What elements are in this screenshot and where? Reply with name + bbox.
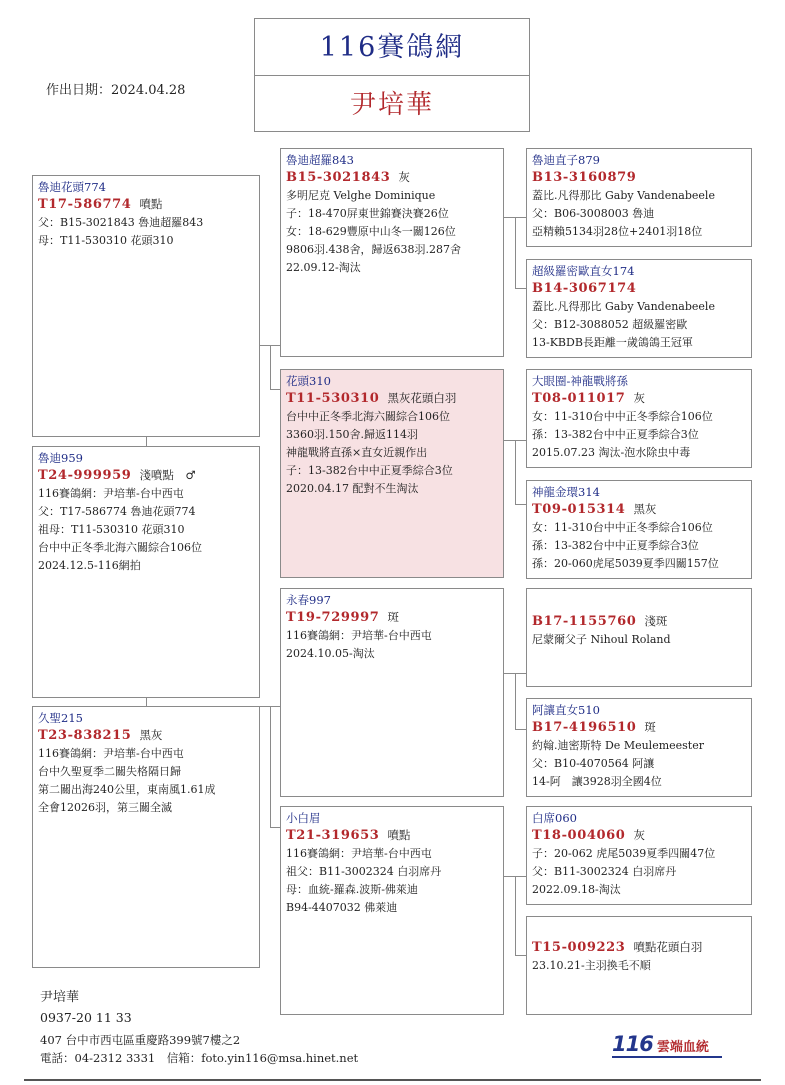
bird-name: 小白眉 [286,811,321,825]
bird-color: 斑 [644,720,656,734]
site-title: 116賽鴿網 [255,19,529,76]
info-line: 2022.09.18-淘汰 [532,883,621,896]
logo-underline [612,1056,722,1058]
ring-number: B14-3067174 [532,281,637,296]
subject-card [32,446,260,698]
logo-text: 雲端血統 [656,1040,709,1055]
bird-name: 魯迪直子879 [532,153,600,167]
ss-sire-card [526,148,752,247]
info-line: 女：11-310台中中正冬季綜合106位 [532,521,713,534]
contact-name: 尹培華 [40,990,80,1005]
info-line: 13-KBDB長距離一歲鴿鴿王冠軍 [532,336,693,349]
bird-name: 永春997 [286,593,331,607]
connector [515,217,516,288]
bird-name: 魯迪959 [38,451,83,465]
info-line: 父：B15-3021843 魯迪超羅843 [38,216,204,229]
info-line: 孫：13-382台中中正夏季綜合3位 [532,539,699,552]
sire-card [32,175,260,437]
dam-card [32,706,260,968]
info-line: 台中中正冬季北海六關綜合106位 [286,410,450,423]
info-line: 父：B10-4070564 阿讓 [532,757,655,770]
ring-number: T09-015314 黑灰 [532,502,657,517]
dd-dam-card [526,916,752,1015]
info-line: 14-阿 讓3928羽全國4位 [532,775,662,788]
info-line: 全會12026羽，第三關全滅 [38,801,172,814]
info-line: 女：18-629豐原中山冬一關126位 [286,225,456,238]
info-line: 子：20-062 虎尾5039夏季四關47位 [532,847,716,860]
owner-name: 尹培華 [349,90,434,120]
ring-number: T11-530310 黑灰花頭白羽 [286,391,457,406]
info-line: 116賽鴿網：尹培華-台中西屯 [286,629,432,642]
ring-number: B17-1155760 淺斑 [532,614,668,629]
connector [146,698,147,706]
info-line: 孫：20-060虎尾5039夏季四關157位 [532,557,719,570]
connector [515,440,516,504]
connector [270,706,271,827]
ring-number: B13-3160879 [532,170,637,185]
title-box [254,18,530,132]
bird-color: 灰 [398,170,410,184]
connector [270,345,271,389]
bird-name: 白席060 [532,811,577,825]
info-line: 116賽鴿網：尹培華-台中西屯 [286,847,432,860]
sire-sire-card [280,148,504,357]
bird-name: 魯迪花頭774 [38,180,106,194]
info-line: 116賽鴿網：尹培華-台中西屯 [38,487,184,500]
date-text: 作出日期：2024.04.28 [46,83,186,98]
ring-number: T21-319653 噴點 [286,828,411,843]
info-line: 父：B06-3008003 魯迪 [532,207,655,220]
info-line: 孫：13-382台中中正夏季綜合3位 [532,428,699,441]
connector [515,673,516,729]
info-line: 多明尼克 Velghe Dominique [286,189,436,202]
info-line: 父：T17-586774 魯迪花頭774 [38,505,196,518]
bird-color: 噴點 [139,197,163,211]
sd-dam-card [526,480,752,579]
ring-number: T19-729997 斑 [286,610,399,625]
bird-name: 超級羅密歐直女174 [532,264,635,278]
logo [612,1032,722,1058]
contact-address: 407 台中市西屯區重慶路399號7樓之2 [40,1033,241,1047]
ss-dam-card [526,259,752,358]
bird-color: 黑灰 [633,502,657,516]
bird-name: 花頭310 [286,374,331,388]
info-line: 第二關出海240公里，東南風1.61成 [38,783,216,796]
info-line: 祖父：B11-3002324 白羽席丹 [286,865,442,878]
connector [515,955,526,956]
info-line: 3360羽.150舍.歸返114羽 [286,428,418,441]
connector [515,288,526,289]
info-line: 台中久聖夏季二關失格隔日歸 [38,765,181,778]
info-line: 台中中正冬季北海六關綜合106位 [38,541,202,554]
bird-color: 淺噴點 ♂ [139,468,196,482]
connector [146,437,147,446]
bird-color: 灰 [633,391,645,405]
info-line: 蓋比.凡得那比 Gaby Vandenabeele [532,189,715,202]
ds-sire-card [526,588,752,687]
info-line: 亞精賴5134羽28位+2401羽18位 [532,225,703,238]
bird-color: 淺斑 [644,614,668,628]
info-line: 22.09.12-淘汰 [286,261,361,274]
connector [515,504,526,505]
connector [270,827,280,828]
bird-color: 斑 [387,610,399,624]
sd-sire-card [526,369,752,468]
ring-number: T23-838215 黑灰 [38,728,163,743]
info-line: 2024.10.05-淘汰 [286,647,375,660]
info-line: 2024.12.5-116網拍 [38,559,141,572]
connector [515,876,516,955]
info-line: 23.10.21-主羽換毛不順 [532,959,651,972]
bird-name: 大眼圈-神龍戰將孫 [532,374,628,388]
info-line: 父：B12-3088052 超級羅密歐 [532,318,688,331]
connector [270,389,280,390]
info-line: 2020.04.17 配對不生淘汰 [286,482,419,495]
info-line: 女：11-310台中中正冬季綜合106位 [532,410,713,423]
bird-color: 黑灰 [139,728,163,742]
info-line: 母：T11-530310 花頭310 [38,234,174,247]
connector [515,729,526,730]
info-line: 子：13-382台中中正夏季綜合3位 [286,464,453,477]
info-line: B94-4407032 佛萊迪 [286,901,398,914]
info-line: 父：B11-3002324 白羽席丹 [532,865,677,878]
bird-name: 神龍金環314 [532,485,600,499]
sire-dam-card [280,369,504,578]
ring-number: B17-4196510 斑 [532,720,656,735]
dam-dam-card [280,806,504,1015]
ring-number: T18-004060 灰 [532,828,645,843]
ring-number: T08-011017 灰 [532,391,645,406]
ring-number: T15-009223 噴點花頭白羽 [532,940,703,955]
dam-sire-card [280,588,504,797]
info-line: 神龍戰將直孫×直女近親作出 [286,446,428,459]
ring-number: T24-999959 淺噴點 ♂ [38,468,196,483]
bird-color: 噴點 [387,828,411,842]
info-line: 2015.07.23 淘汰-泡水除虫中毒 [532,446,691,459]
info-line: 尼蒙爾父子 Nihoul Roland [532,633,671,646]
info-line: 蓋比.凡得那比 Gaby Vandenabeele [532,300,715,313]
dd-sire-card [526,806,752,905]
info-line: 母：血統-羅森.波斯-佛萊迪 [286,883,418,896]
bird-name: 久聖215 [38,711,83,725]
contact-tel-email: 電話：04-2312 3331 信箱：foto.yin116@msa.hinet.net [40,1051,359,1065]
info-line: 約翰.迪密斯特 De Meulemeester [532,739,704,752]
contact-phone: 0937-20 11 33 [40,1010,132,1025]
bird-color: 灰 [633,828,645,842]
info-line: 子：18-470屏東世錦賽決賽26位 [286,207,449,220]
bird-color: 噴點花頭白羽 [633,940,703,954]
info-line: 9806羽.438舍，歸返638羽.287舍 [286,243,461,256]
bird-name: 阿讓直女510 [532,703,600,717]
bird-name: 魯迪超羅843 [286,153,354,167]
ring-number: T17-586774 噴點 [38,197,163,212]
info-line: 116賽鴿網：尹培華-台中西屯 [38,747,184,760]
logo-number: 116 [612,1032,653,1056]
ds-dam-card [526,698,752,797]
bird-color: 黑灰花頭白羽 [387,391,457,405]
ring-number: B15-3021843 灰 [286,170,410,185]
bottom-divider [24,1079,761,1081]
info-line: 祖母：T11-530310 花頭310 [38,523,185,536]
